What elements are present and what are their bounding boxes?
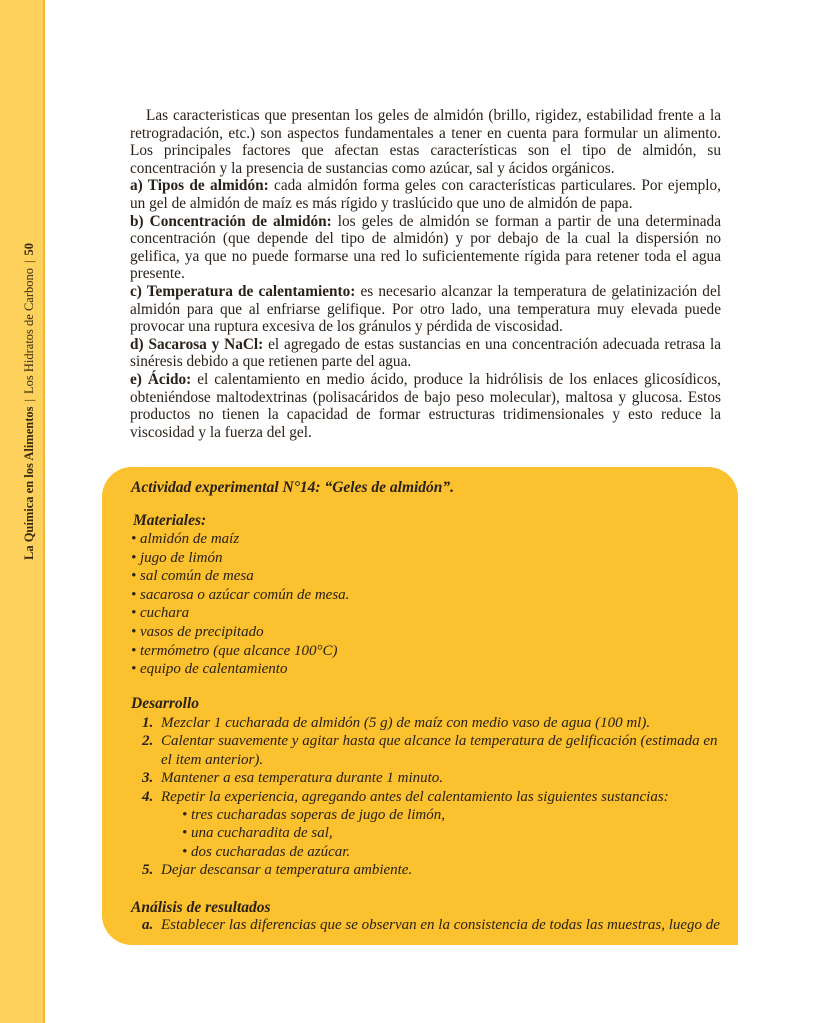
list-item: • termómetro (que alcance 100°C) [131,642,338,659]
substance-item: • una cucharadita de sal, [182,825,333,842]
side-margin-band [0,0,45,1023]
analysis-item: a. Establecer las diferencias que se observan en la consistencia de todas las muestras, luego de [142,917,720,933]
list-item: • vasos de precipitado [131,623,264,640]
substance-item: • tres cucharadas soperas de jugo de limón, [182,807,446,824]
page-number: 50 [22,242,36,256]
analysis-heading: Análisis de resultados [131,899,271,916]
step-item: 4. Repetir la experiencia, agregando antes del calentamiento las siguientes sustancias: [142,788,669,805]
substance-item: • dos cucharadas de azúcar. [182,843,351,860]
list-item: • equipo de calentamiento [131,661,288,678]
step-item: 1. Mezclar 1 cucharada de almidón (5 g) de maíz con medio vaso de agua (100 ml). [142,715,651,731]
list-item: • sacarosa o azúcar común de mesa. [131,586,350,603]
factor-d: d) Sacarosa y NaCl: el agregado de estas sustancias en una concentración adecuada retrasa la sinéresis debido a que retienen parte del agua. [130,335,722,371]
list-item: • jugo de limón [131,549,223,566]
list-item: • sal común de mesa [131,568,254,585]
running-header: La Química en los Alimentos|Los Hidratos de Carbono|50 [22,242,36,560]
materials-heading: Materiales: [133,512,207,529]
activity-box [102,467,738,945]
activity-title: Actividad experimental N°14: “Geles de almidón”. [131,479,455,496]
intro-paragraph: Las caracteristicas que presentan los geles de almidón (brillo, rigidez, estabilidad frente a la retrogradación, etc.) son aspectos fundamentales a tener en cuenta para formular un alimento. Los principales factores que afectan estas características son el tipo de almidón, su concentración y la presencia de sustancias como azúcar, sal y ácidos orgánicos. [130,107,721,177]
procedure-heading: Desarrollo [131,695,200,712]
factor-a: a) Tipos de almidón: cada almidón forma geles con características particulares. Por ejemplo, un gel de almidón de maíz es más rígido y traslúcido que uno de almidón de papa. [130,177,722,212]
factor-b: b) Concentración de almidón: los geles de almidón se forman a partir de una determinada concentración (que depende del tipo de almidón) y por debajo de la cual la dispersión no gelifica, ya que no puede formarse una red lo suficientemente rígida para retener toda el agua presente. [130,212,721,283]
chapter-title: Los Hidratos de Carbono [22,267,36,394]
step-item: 5. Dejar descansar a temperatura ambiente. [142,862,413,879]
materials-list [131,530,349,679]
step-item: 2. Calentar suavemente y agitar hasta que alcance la temperatura de gelificación (estimada en el item anterior). [142,733,718,768]
factor-c: c) Temperatura de calentamiento: es necesario alcanzar la temperatura de gelatinización del almidón para que al enfriarse gelifique. Por otro lado, una temperatura muy elevada puede provocar una ruptura excesiva de los gránulos y pérdida de viscosidad. [130,282,721,336]
list-item: • cuchara [131,605,190,622]
list-item: • almidón de maíz [131,531,240,547]
factor-e: e) Ácido: el calentamiento en medio ácido, produce la hidrólisis de los enlaces glicosídicos, obteniéndose maltodextrinas (polisacáridos de bajo peso molecular), maltosa y glucosa. Estos productos no tienen la capacidad de formar estructuras tridimensionales y esto reduce la viscosidad y la fuerza del gel. [130,370,722,441]
book-title: La Química en los Alimentos [22,406,36,560]
procedure-steps [142,714,732,880]
analysis-list [142,916,732,934]
step-item: 3. Mantener a esa temperatura durante 1 minuto. [142,770,444,787]
body-text [130,107,721,441]
